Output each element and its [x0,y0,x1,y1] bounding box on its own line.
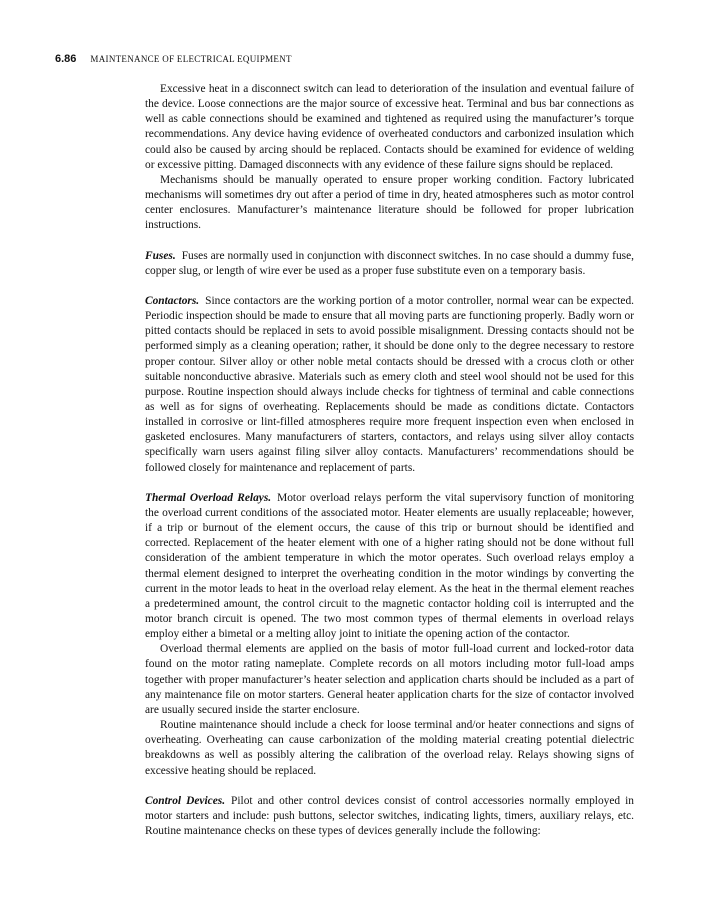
section-heading-thermal-overload: Thermal Overload Relays. [145,491,272,504]
paragraph-text: Routine maintenance should include a check for loose terminal and/or heater connections and signs of overheating. Overheating can cause carbonization of the molding material creating potential dielectric breakdowns as well as possibly altering the calibration of the overload relay. Relays showing signs of excessive heating should be replaced. [145,719,634,777]
paragraph-disconnect-heat [145,82,634,173]
section-heading-contactors: Contactors. [145,294,200,307]
paragraph-overload-elements [145,642,634,718]
paragraph-text: Pilot and other control devices consist of control accessories normally employed in motor starters and include: push buttons, selector switches, indicating lights, timers, auxiliary relays, etc. Routine maintenance checks on these types of devices generally include the following: [145,794,634,838]
paragraph-text: Fuses are normally used in conjunction with disconnect switches. In no case should a dummy fuse, copper slug, or length of wire ever be used as a proper fuse substitute even on a temporary basis. [145,249,634,277]
paragraph-contactors [145,294,634,476]
section-heading-fuses: Fuses. [145,249,176,262]
running-head-title: MAINTENANCE OF ELECTRICAL EQUIPMENT [90,54,292,64]
running-head [55,53,292,65]
paragraph-thermal-overload [145,491,634,643]
paragraph-text: Mechanisms should be manually operated to ensure proper working condition. Factory lubricated mechanisms will sometimes dry out after a period of time in dry, heated atmospheres such as motor control center enclosures. Manufacturer’s maintenance literature should be followed for proper lubrication instructions. [145,173,634,232]
paragraph-routine-maintenance [145,718,634,779]
paragraph-text: Excessive heat in a disconnect switch can lead to deterioration of the insulation and eventual failure of the device. Loose connections are the major source of excessive heat. Terminal and bus bar connections as well as cable connections should be examined and tightened as required using the manufacturer’s torque recommendations. Any device having evidence of overheated conductors and carbonized insulation which could also be caused by arcing should be replaced. Contacts should be examined for evidence of welding or excessive pitting. Damaged disconnects with any evidence of these failure signs should be replaced. [145,83,634,171]
paragraph-control-devices [145,794,634,839]
paragraph-text: Overload thermal elements are applied on the basis of motor full-load current and locked-rotor data found on the motor rating nameplate. Complete records on all motors including motor full-load amps together with proper manufacturer’s heater selection and application charts should be included as a part of any maintenance file on motor starters. General heater application charts for the size of contactor involved are usually secured inside the starter enclosure. [145,643,634,716]
paragraph-text: Since contactors are the working portion of a motor controller, normal wear can be expected. Periodic inspection should be made to ensure that all moving parts are functioning properly. Badly worn or pitted contacts should be replaced in sets to avoid possible misalignment. Dressing contacts should not be performed simply as a cleaning operation; rather, it should be done only to the degree necessary to restore proper contour. Silver alloy or other noble metal contacts should be dressed with a crocus cloth or other suitable nonconductive abrasive. Materials such as emery cloth and steel wool should not be used for this purpose. Routine inspection should always include checks for tightness of terminal and cable connections as well as for signs of overheating. Replacements should be made as conditions dictate. Contactors installed in corrosive or lint-filled atmospheres require more frequent inspection even when enclosed in gasketed enclosures. Many manufacturers of starters, contactors, and relays using silver alloy contacts specifically warn users against filing silver alloy contacts. Manufacturers’ recommendations should be followed closely for maintenance and replacement of parts. [145,294,634,474]
body-text [145,82,634,839]
paragraph-fuses [145,249,634,279]
page-number: 6.86 [55,53,77,65]
section-heading-control-devices: Control Devices. [145,794,226,807]
paragraph-mechanisms [145,173,634,234]
paragraph-text: Motor overload relays perform the vital supervisory function of monitoring the overload current conditions of the associated motor. Heater elements are usually replaceable; however, if a trip or burnout of the element occurs, the cause of this trip or burnout should be identified and corrected. Replacement of the heater element with one of a higher rating should not be done without full consideration of the ambient temperature in which the motor operates. Such overload relays employ a thermal element designed to interpret the overheating condition in the motor windings by converting the current in the motor leads to heat in the overload relay element. As the heat in the thermal element reaches a predetermined amount, the control circuit to the magnetic contactor holding coil is interrupted and the motor branch circuit is opened. The two most common types of thermal elements in overload relays employ either a bimetal or a melting alloy joint to initiate the opening action of the contactor. [145,491,634,641]
